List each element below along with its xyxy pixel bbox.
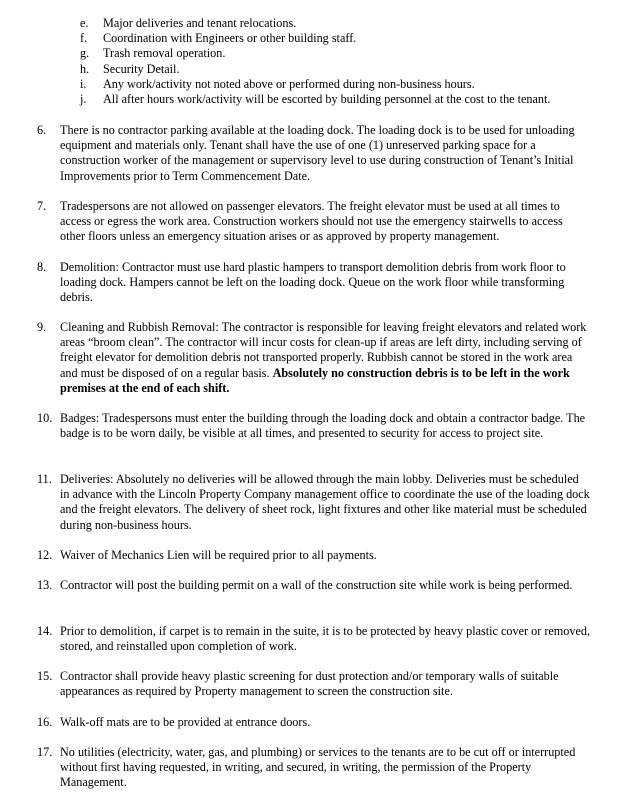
item-number: 8.	[37, 260, 47, 274]
item-text: Prior to demolition, if carpet is to remain in the suite, it is to be protected by heavy plastic cover or removed, stored, and reinstalled upon completion of work.	[60, 624, 591, 654]
sub-item-text: Any work/activity not noted above or performed during non-business hours.	[103, 76, 475, 91]
item-text: Walk-off mats are to be provided at entrance doors.	[60, 715, 311, 729]
item-text-bold: Absolutely no construction debris is to be left in the work premises at the end of each shift.	[60, 365, 570, 395]
sub-item-letter: j.	[80, 91, 87, 106]
item-text: Waiver of Mechanics Lien will be required prior to all payments.	[60, 548, 377, 562]
item-number: 16.	[37, 715, 53, 729]
sub-item-letter: g.	[80, 46, 90, 61]
item-number: 12.	[37, 548, 53, 562]
item-text: No utilities (electricity, water, gas, and plumbing) or services to the tenants are to be cut off or interrupted without first having requested, in writing, and secured, in writing, the permission of the Property Management.	[60, 745, 576, 790]
sub-item-text: Trash removal operation.	[103, 46, 226, 61]
sub-item	[0, 46, 621, 61]
item-number: 13.	[37, 578, 53, 592]
item-number: 14.	[37, 624, 53, 638]
sub-item	[0, 62, 621, 77]
sub-item-letter: f.	[80, 31, 88, 46]
item-number: 11.	[37, 472, 52, 486]
item-text: There is no contractor parking available at the loading dock. The loading dock is to be used for unloading equipment and materials only. Tenant shall have the use of one (1) unreserved parking space for a construction worker of the management or supervisory level to use during construction of Tenant’s Initial Improvements prior to Term Commencement Date.	[60, 123, 575, 183]
sub-item-text: All after hours work/activity will be escorted by building personnel at the cost to the tenant.	[103, 91, 551, 106]
sub-item-list	[0, 16, 621, 107]
sub-item-letter: i.	[80, 76, 87, 91]
sub-item-text: Security Detail.	[103, 61, 180, 76]
item-text: Contractor shall provide heavy plastic screening for dust protection and/or temporary walls of suitable appearances as required by Property management to screen the construction site.	[60, 669, 559, 699]
sub-item-text: Major deliveries and tenant relocations.	[103, 16, 297, 30]
item-text: Contractor will post the building permit on a wall of the construction site while work is being performed.	[60, 578, 573, 592]
sub-item	[0, 31, 621, 46]
sub-item-text: Coordination with Engineers or other building staff.	[103, 31, 357, 46]
item-number: 17.	[37, 745, 53, 759]
sub-item-letter: e.	[80, 16, 89, 30]
sub-item	[0, 16, 621, 31]
item-text: Badges: Tradespersons must enter the building through the loading dock and obtain a contractor badge. The badge is to be worn daily, be visible at all times, and presented to security for access to project site.	[60, 411, 586, 441]
item-number: 10.	[37, 411, 53, 425]
item-text	[60, 320, 590, 396]
item-number: 6.	[37, 123, 47, 137]
sub-item-letter: h.	[80, 61, 90, 76]
item-text-regular: Cleaning and Rubbish Removal: The contractor is responsible for leaving freight elevators and related work areas “broom clean”. The contractor will incur costs for clean-up if areas are left dirty, including serving of freight elevator for demolition debris not transported properly. Rubbish cannot be stored in the work area and must be disposed of on a regular basis.	[60, 320, 587, 380]
item-number: 7.	[37, 199, 47, 213]
item-number: 9.	[37, 320, 47, 334]
sub-item	[0, 77, 621, 92]
item-text: Deliveries: Absolutely no deliveries will be allowed through the main lobby. Deliveries must be scheduled in advance with the Lincoln Property Company management office to coordinate the use of the loading dock and the freight elevators. The delivery of sheet rock, light fixtures and other like material must be scheduled during non-business hours.	[60, 472, 590, 532]
item-text: Demolition: Contractor must use hard plastic hampers to transport demolition debris from work floor to loading dock. Hampers cannot be left on the loading dock. Queue on the work floor while transforming debris.	[60, 260, 566, 305]
item-text: Tradespersons are not allowed on passenger elevators. The freight elevator must be used at all times to access or egress the work area. Construction workers should not use the emergency stairwells to access other floors unless an emergency situation arises or as approved by property management.	[60, 199, 563, 244]
item-number: 15.	[37, 669, 53, 683]
sub-item	[0, 92, 621, 107]
